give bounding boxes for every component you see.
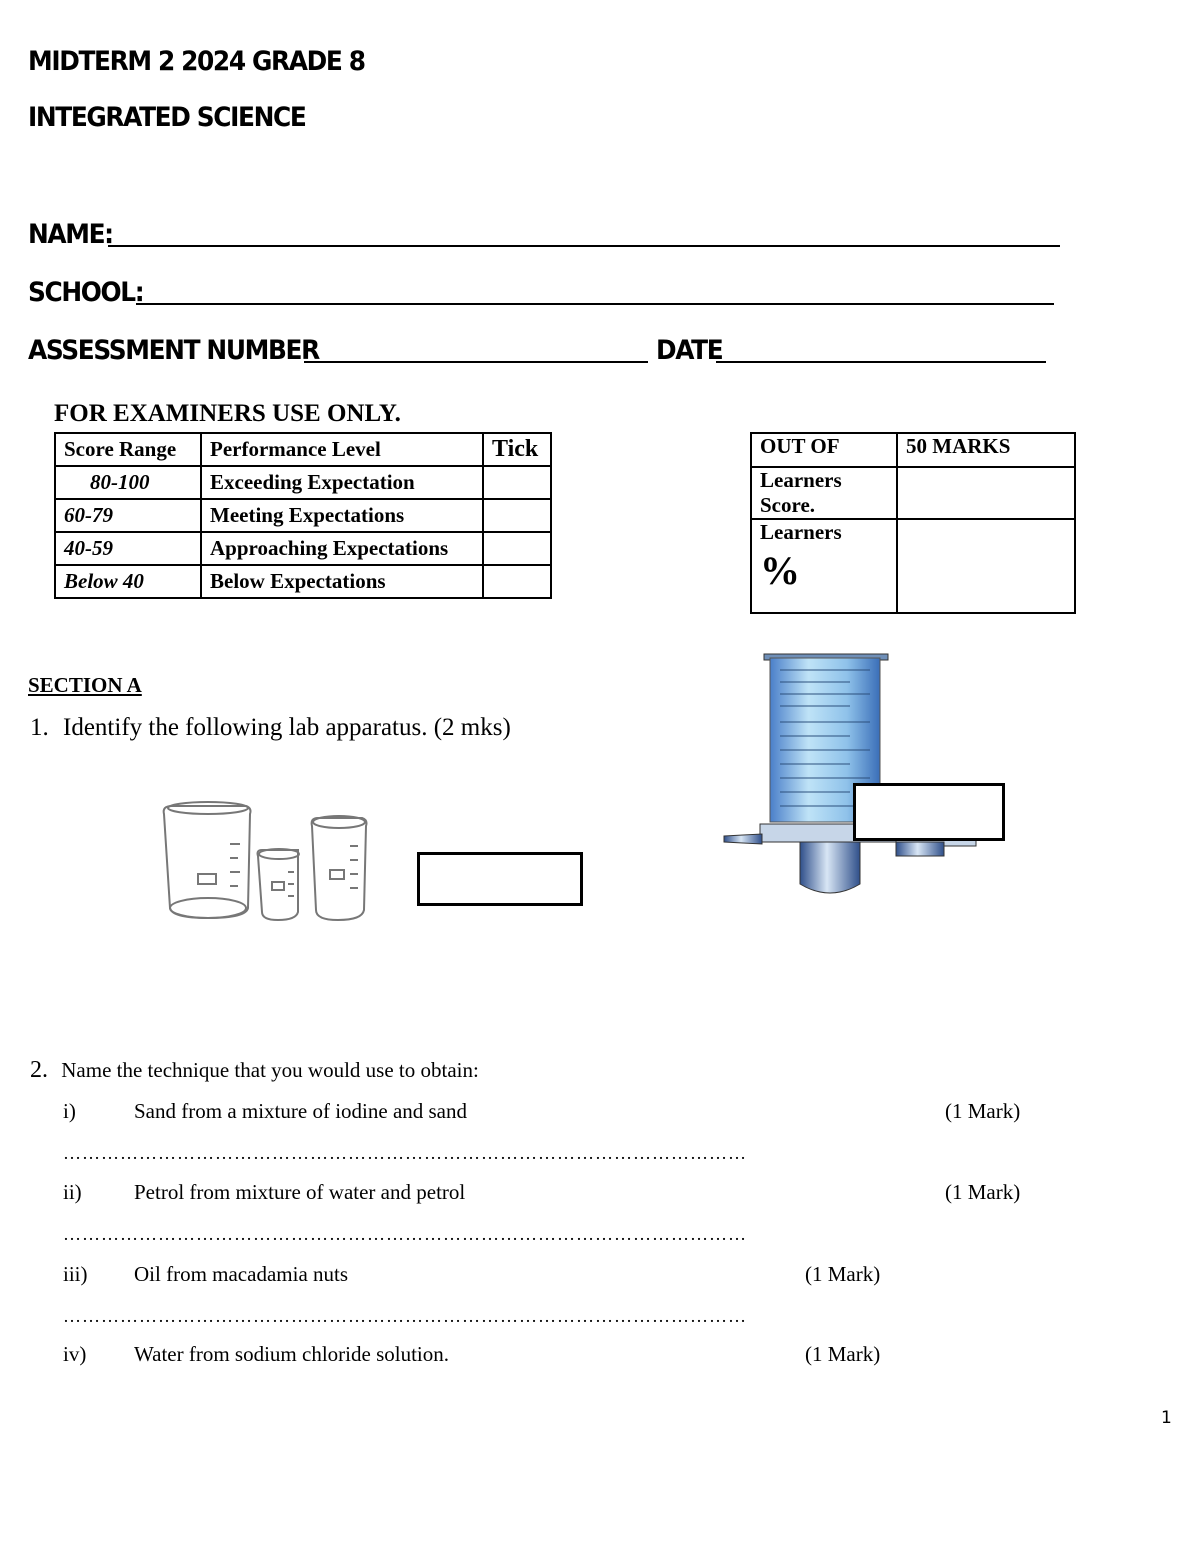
table-row	[751, 467, 1075, 519]
performance-table	[54, 432, 552, 599]
question-1	[30, 714, 511, 742]
examiners-use-title: FOR EXAMINERS USE ONLY.	[54, 400, 401, 427]
out-of-label: OUT OF	[751, 433, 897, 467]
table-row	[55, 565, 551, 598]
tick-cell[interactable]	[483, 565, 551, 598]
score-table	[750, 432, 1076, 614]
tick-cell[interactable]	[483, 499, 551, 532]
item-text: Sand from a mixture of iodine and sand	[134, 1099, 468, 1123]
answer-line[interactable]: ………………………………………………………………………………………………	[63, 1224, 747, 1244]
performance-level-cell: Meeting Expectations	[201, 499, 483, 532]
out-of-value: 50 MARKS	[897, 433, 1075, 467]
column-header: Tick	[483, 433, 551, 466]
table-row	[55, 532, 551, 565]
item-marks: (1 Mark)	[945, 1099, 1021, 1123]
school-label: SCHOOL:	[28, 277, 144, 308]
score-range-cell: 60-79	[55, 499, 201, 532]
answer-box-cylinder[interactable]	[853, 783, 1005, 841]
column-header: Performance Level	[201, 433, 483, 466]
date-field[interactable]	[716, 361, 1046, 363]
question-text: Name the technique that you would use to obtain:	[61, 1058, 479, 1082]
beakers-icon	[158, 796, 374, 926]
exam-title: MIDTERM 2 2024 GRADE 8	[28, 46, 365, 77]
answer-line[interactable]: ………………………………………………………………………………………………	[63, 1306, 747, 1326]
item-marks: (1 Mark)	[945, 1180, 1021, 1204]
school-field[interactable]	[136, 303, 1054, 305]
assessment-number-label: ASSESSMENT NUMBER	[28, 335, 319, 366]
page-number: 1	[1161, 1408, 1172, 1428]
learners-percent-value-cell[interactable]	[897, 519, 1075, 613]
item-label: ii)	[63, 1180, 82, 1204]
performance-level-cell: Below Expectations	[201, 565, 483, 598]
item-text: Oil from macadamia nuts	[134, 1262, 349, 1286]
table-row	[55, 499, 551, 532]
table-header-row	[55, 433, 551, 466]
performance-level-cell: Exceeding Expectation	[201, 466, 483, 499]
score-range-cell: 80-100	[55, 466, 201, 499]
percent-symbol: %	[760, 548, 800, 593]
learners-score-cell[interactable]	[897, 467, 1075, 519]
name-field[interactable]	[108, 245, 1060, 247]
item-marks: (1 Mark)	[805, 1262, 881, 1286]
score-range-cell: 40-59	[55, 532, 201, 565]
learners-score-label: Learners Score.	[751, 467, 897, 519]
question-2	[30, 1057, 479, 1084]
tick-cell[interactable]	[483, 532, 551, 565]
date-label: DATE	[656, 335, 723, 366]
item-label: i)	[63, 1099, 76, 1123]
name-label: NAME:	[28, 219, 113, 250]
item-text: Petrol from mixture of water and petrol	[134, 1180, 466, 1204]
section-a-title: SECTION A	[28, 673, 142, 697]
learners-percent-label: Learners	[760, 520, 842, 544]
question-text: Identify the following lab apparatus. (2 mks)	[63, 714, 511, 741]
item-text: Water from sodium chloride solution.	[134, 1342, 449, 1366]
table-row	[751, 433, 1075, 467]
assessment-number-field[interactable]	[304, 361, 648, 363]
answer-line[interactable]: ………………………………………………………………………………………………	[63, 1143, 747, 1163]
subject-title: INTEGRATED SCIENCE	[28, 102, 306, 133]
question-number: 2.	[30, 1057, 48, 1083]
column-header: Score Range	[55, 433, 201, 466]
item-label: iv)	[63, 1342, 87, 1366]
score-range-cell: Below 40	[55, 565, 201, 598]
measuring-cylinder-icon	[720, 652, 980, 902]
performance-level-cell: Approaching Expectations	[201, 532, 483, 565]
table-row	[55, 466, 551, 499]
item-label: iii)	[63, 1262, 88, 1286]
question-number: 1.	[30, 714, 49, 741]
answer-box-beakers[interactable]	[417, 852, 583, 906]
tick-cell[interactable]	[483, 466, 551, 499]
learners-percent-cell	[751, 519, 897, 613]
item-marks: (1 Mark)	[805, 1342, 881, 1366]
table-row	[751, 519, 1075, 613]
